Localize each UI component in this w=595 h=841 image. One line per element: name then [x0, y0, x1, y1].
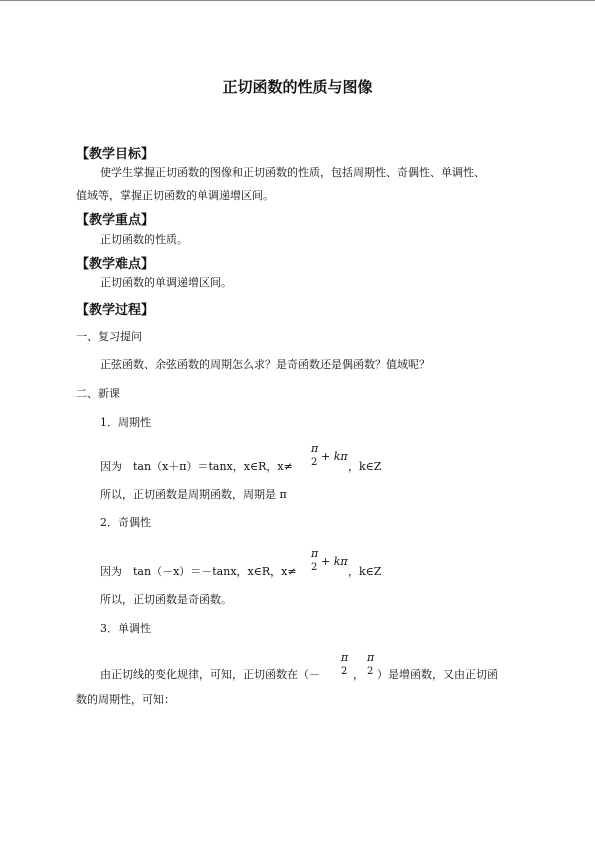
focus-text: 正切函数的性质。	[100, 233, 188, 246]
parity-formula-prefix: 因为 tan（－x）＝－tanx，x∈R，x≠	[100, 565, 297, 578]
parity-frac-tail: + kπ	[321, 555, 348, 568]
parity-label: 2．奇偶性	[100, 516, 151, 529]
parity-formula-suffix: ，k∈Z	[348, 565, 382, 578]
periodicity-conclusion: 所以，正切函数是周期函数，周期是 π	[100, 488, 287, 501]
goals-text-line2: 值域等，掌握正切函数的单调递增区间。	[76, 189, 274, 202]
monotonicity-line1-prefix: 由正切线的变化规律，可知，正切函数在（－	[100, 668, 320, 681]
parity-frac-numerator: π	[311, 547, 319, 560]
page-top-border	[0, 0, 595, 1]
monotonicity-frac-left-numerator: π	[341, 651, 349, 664]
goals-text-line1: 使学生掌握正切函数的图像和正切函数的性质，包括周期性、奇偶性、单调性、	[100, 166, 485, 179]
process-heading: 【教学过程】	[76, 303, 155, 318]
periodicity-formula-suffix: ，k∈Z	[348, 460, 382, 473]
new-lesson-heading: 二、新课	[76, 387, 120, 400]
monotonicity-frac-right-denominator: 2	[367, 666, 374, 677]
monotonicity-line1-suffix: ）是增函数，又由正切函	[377, 668, 498, 681]
monotonicity-frac-right-numerator: π	[367, 651, 375, 664]
parity-frac-denominator: 2	[311, 562, 318, 573]
goals-heading: 【教学目标】	[76, 147, 155, 162]
periodicity-label: 1．周期性	[100, 416, 151, 429]
periodicity-formula-prefix: 因为 tan（x＋π）＝tanx，x∈R，x≠	[100, 460, 293, 473]
periodicity-frac-numerator: π	[311, 442, 319, 455]
difficulty-heading: 【教学难点】	[76, 257, 155, 272]
focus-heading: 【教学重点】	[76, 213, 155, 228]
review-question: 正弦函数、余弦函数的周期怎么求？是奇函数还是偶函数？值域呢？	[100, 358, 430, 371]
review-heading: 一、复习提问	[76, 330, 142, 343]
monotonicity-comma: ，	[353, 668, 364, 681]
parity-conclusion: 所以，正切函数是奇函数。	[100, 593, 232, 606]
difficulty-text: 正切函数的单调递增区间。	[100, 276, 232, 289]
periodicity-frac-tail: + kπ	[321, 450, 348, 463]
monotonicity-frac-left-denominator: 2	[341, 666, 348, 677]
page-title: 正切函数的性质与图像	[222, 78, 373, 96]
monotonicity-label: 3．单调性	[100, 622, 151, 635]
periodicity-frac-denominator: 2	[311, 457, 318, 468]
monotonicity-line2: 数的周期性，可知：	[76, 693, 175, 706]
